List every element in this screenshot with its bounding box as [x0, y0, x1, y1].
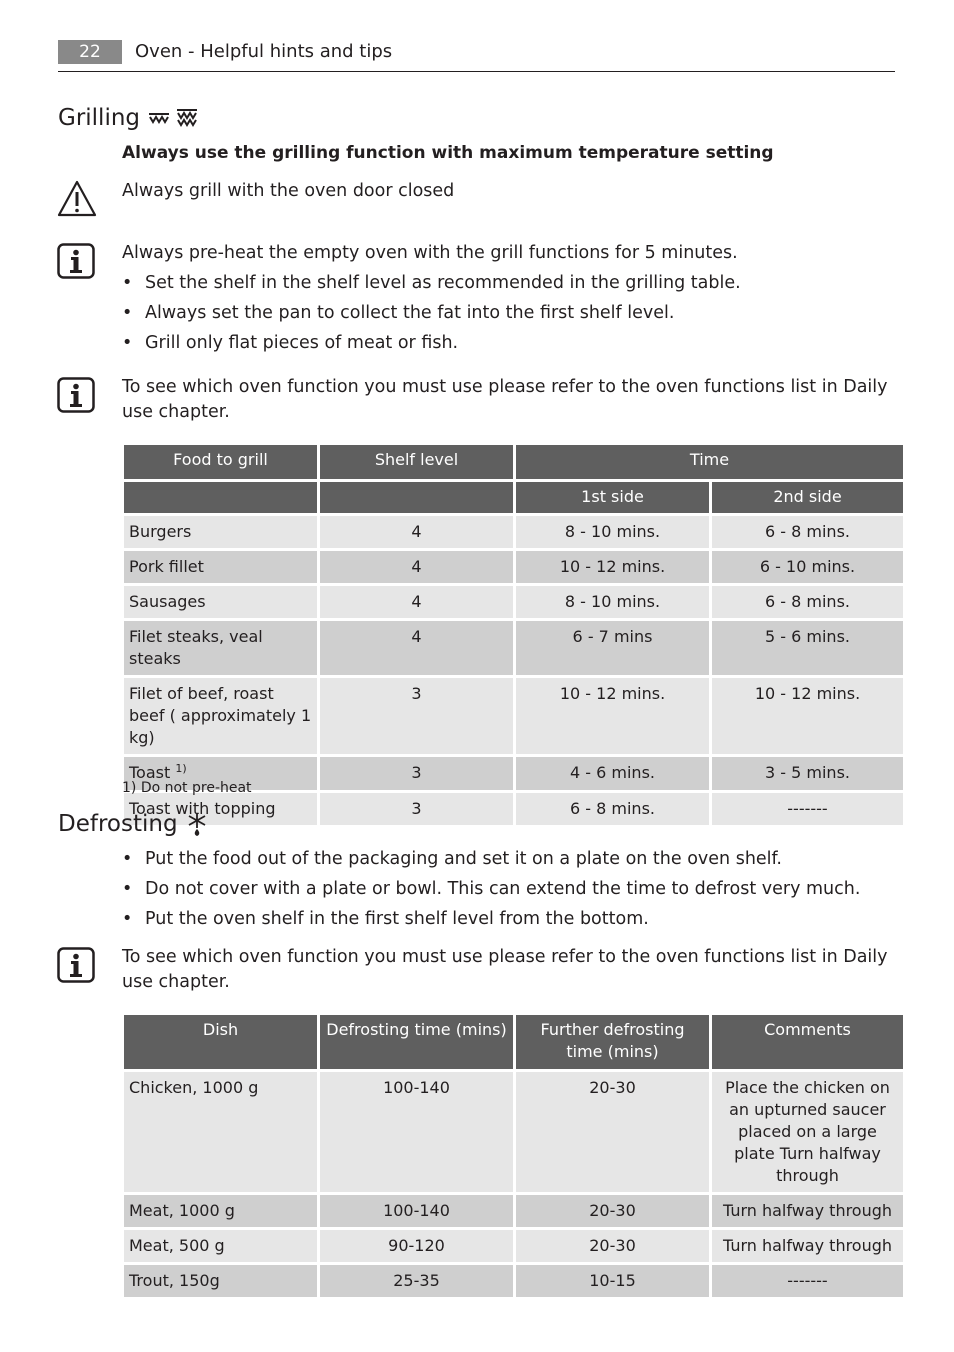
table-cell: 4 — [320, 621, 513, 675]
list-item: • Set the shelf in the shelf level as recommended in the grilling table. — [122, 273, 741, 293]
table-row — [124, 516, 903, 548]
table-header: Further defrosting time (mins) — [516, 1015, 709, 1069]
table-row — [124, 586, 903, 618]
table-cell: Chicken, 1000 g — [124, 1072, 317, 1192]
table-cell: Turn halfway through — [712, 1230, 903, 1262]
table-cell: 4 — [320, 516, 513, 548]
table-cell: Filet steaks, veal steaks — [124, 621, 317, 675]
info-icon — [57, 243, 95, 279]
table-cell: 6 - 8 mins. — [712, 586, 903, 618]
table-header: Dish — [124, 1015, 317, 1069]
table-cell: 10-15 — [516, 1265, 709, 1297]
grilling-title: Grilling — [58, 105, 141, 131]
table-cell: 4 - 6 mins. — [516, 757, 709, 790]
grill-double-icon — [176, 108, 198, 128]
table-row — [124, 551, 903, 583]
table-row — [124, 678, 903, 754]
table-cell: ------- — [712, 1265, 903, 1297]
table-cell: Toast $^{1)}$ — [124, 757, 317, 790]
table-cell: ------- — [712, 793, 903, 825]
table-cell: 100-140 — [320, 1195, 513, 1227]
page-header — [58, 40, 895, 72]
defrosting-table — [121, 1012, 906, 1300]
table-cell: 10 - 12 mins. — [516, 551, 709, 583]
grill-single-icon — [148, 111, 170, 125]
table-row — [124, 621, 903, 675]
list-item: • Put the oven shelf in the first shelf level from the bottom. — [122, 909, 649, 929]
table-row — [124, 1265, 903, 1297]
table-cell: 20-30 — [516, 1230, 709, 1262]
table-cell: 6 - 10 mins. — [712, 551, 903, 583]
table-cell: Place the chicken on an upturned saucer placed on a large plate Turn halfway through — [712, 1072, 903, 1192]
table-subheader: 1st side — [516, 482, 709, 513]
table-row — [124, 1195, 903, 1227]
table-header: Shelf level — [320, 445, 513, 479]
table-cell: Burgers — [124, 516, 317, 548]
table-cell: Meat, 1000 g — [124, 1195, 317, 1227]
page-number: 22 — [58, 40, 122, 64]
grilling-info-2: To see which oven function you must use please refer to the oven functions list in Daily use chapter. — [122, 377, 888, 422]
table-row — [124, 1072, 903, 1192]
table-cell: 3 - 5 mins. — [712, 757, 903, 790]
list-item: • Grill only flat pieces of meat or fish. — [122, 333, 459, 353]
table-cell: 3 — [320, 757, 513, 790]
table-cell: 8 - 10 mins. — [516, 516, 709, 548]
defrost-icon — [186, 811, 208, 837]
grilling-intro: Always use the grilling function with maximum temperature setting — [122, 143, 774, 163]
grilling-warning: Always grill with the oven door closed — [122, 181, 455, 201]
table-cell: 8 - 10 mins. — [516, 586, 709, 618]
table-cell: Sausages — [124, 586, 317, 618]
table-subheader: 2nd side — [712, 482, 903, 513]
table-cell: 10 - 12 mins. — [516, 678, 709, 754]
footnote-mark: 1) — [175, 762, 187, 775]
table-cell: 6 - 8 mins. — [712, 516, 903, 548]
defrosting-heading — [58, 810, 208, 838]
table-header-empty — [320, 482, 513, 513]
table-cell: Filet of beef, roast beef ( approximately 1 kg) — [124, 678, 317, 754]
table-header: Food to grill — [124, 445, 317, 479]
table-cell: Toast with topping — [124, 793, 317, 825]
list-item: • Always set the pan to collect the fat into the first shelf level. — [122, 303, 675, 323]
info-icon — [57, 377, 95, 413]
table-row — [124, 793, 903, 825]
list-item: • Do not cover with a plate or bowl. This can extend the time to defrost very much. — [122, 879, 861, 899]
warning-triangle-icon — [57, 180, 97, 217]
header-title: Oven - Helpful hints and tips — [135, 41, 393, 62]
table-cell: 4 — [320, 551, 513, 583]
table-cell: 6 - 7 mins — [516, 621, 709, 675]
defrosting-title: Defrosting — [58, 811, 178, 837]
table-header: Defrosting time (mins) — [320, 1015, 513, 1069]
table-cell: 5 - 6 mins. — [712, 621, 903, 675]
table-cell: 100-140 — [320, 1072, 513, 1192]
table-cell: Turn halfway through — [712, 1195, 903, 1227]
grilling-table — [121, 442, 906, 828]
table-cell: 6 - 8 mins. — [516, 793, 709, 825]
table-cell: Meat, 500 g — [124, 1230, 317, 1262]
table-row — [124, 1230, 903, 1262]
info-icon — [57, 947, 95, 983]
list-item: • Put the food out of the packaging and set it on a plate on the oven shelf. — [122, 849, 782, 869]
table-cell: 4 — [320, 586, 513, 618]
table-cell: 3 — [320, 678, 513, 754]
table-cell: 20-30 — [516, 1072, 709, 1192]
table-header: Comments — [712, 1015, 903, 1069]
table-cell: 20-30 — [516, 1195, 709, 1227]
table-cell: 25-35 — [320, 1265, 513, 1297]
table-header: Time — [516, 445, 903, 479]
table-cell: 90-120 — [320, 1230, 513, 1262]
table-header-empty — [124, 482, 317, 513]
table-cell: 3 — [320, 793, 513, 825]
table-cell: Pork fillet — [124, 551, 317, 583]
defrosting-info: To see which oven function you must use please refer to the oven functions list in Daily use chapter. — [122, 947, 888, 992]
grilling-heading — [58, 104, 198, 132]
table-footnote: 1) Do not pre-heat — [122, 780, 252, 796]
table-cell: Trout, 150g — [124, 1265, 317, 1297]
grilling-info-1: Always pre-heat the empty oven with the grill functions for 5 minutes. — [122, 243, 738, 263]
table-cell: 10 - 12 mins. — [712, 678, 903, 754]
